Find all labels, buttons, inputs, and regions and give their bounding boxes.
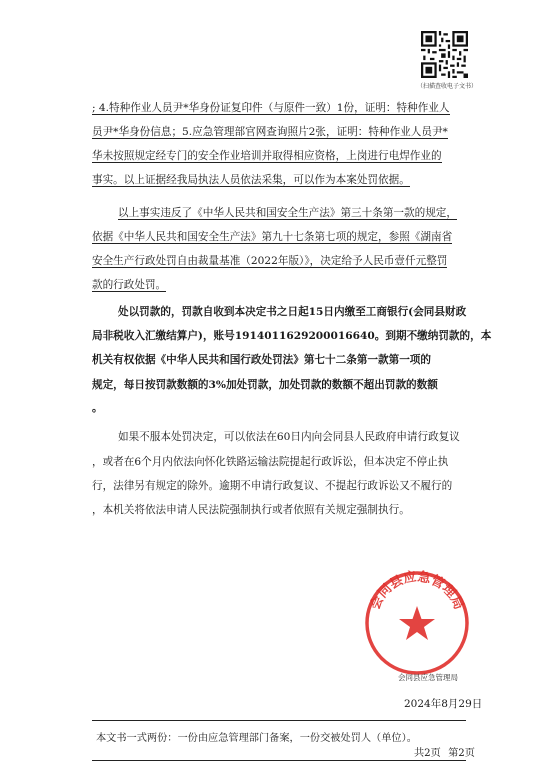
footer-note: 本文书一式两份：一份由应急管理部门备案，一份交被处罚人（单位）。 — [96, 733, 417, 744]
footer-divider — [92, 720, 466, 721]
text-line: 。 — [92, 402, 103, 414]
text-line: 机关有权依据《中华人民共和国行政处罚法》第七十二条第一款第一项的 — [92, 354, 431, 366]
text-line: 依据《中华人民共和国安全生产法》第九十七条第七项的规定，参照《湖南省 — [92, 231, 453, 243]
text-line: 如果不服本处罚决定，可以依法在60日内向会同县人民政府申请行政复议 — [118, 431, 460, 443]
text-line: 处以罚款的，罚款自收到本决定书之日起15日内缴至工商银行(会同县财政 — [118, 306, 467, 318]
text-line: 款的行政处罚。 — [92, 279, 167, 291]
text-line: ，本机关将依法申请人民法院强制执行或者依照有关规定强制执行。 — [92, 504, 410, 516]
text-line: 行，法律另有规定的除外。逾期不申请行政复议、不提起行政诉讼又不履行的 — [92, 480, 453, 492]
page-indicator — [414, 744, 475, 759]
svg-text:会同县应急管理局: 会同县应急管理局 — [367, 569, 467, 613]
signature-text: 会同县应急管理局 — [398, 673, 458, 682]
total-pages: 共2页 — [414, 748, 441, 759]
text-line: ，或者在6个月内依法向怀化铁路运输法院提起行政诉讼，但本决定不停止执 — [92, 456, 449, 468]
text-line: 以上事实违反了《中华人民共和国安全生产法》第三十条第一款的规定， — [118, 207, 457, 219]
official-seal-icon — [362, 568, 472, 678]
text-line: 员尹*华身份信息；5.应急管理部官网查询照片2张，证明：特种作业人员尹* — [92, 126, 448, 138]
text-line: 安全生产行政处罚自由裁量基准（2022年版）》，决定给予人民币壹仟元整罚 — [92, 255, 448, 267]
qr-code-icon — [421, 31, 468, 78]
text-line: 华未按照规定经专门的安全作业培训并取得相应资格，上岗进行电焊作业的 — [92, 150, 442, 162]
text-line: 事实。以上证据经我局执法人员依法采集，可以作为本案处罚依据。 — [92, 174, 410, 186]
text-line: 局非税收入汇缴结算户)，账号1914011629200016640。到期不缴纳罚款的，本 — [92, 330, 492, 342]
page-number: 第2页 — [448, 748, 475, 759]
document-date: 2024年8月29日 — [404, 698, 483, 710]
qr-caption: （扫描查收电子文书） — [416, 83, 477, 90]
footer-bottom-rule — [92, 760, 466, 761]
text-line: 规定，每日按罚款数额的3%加处罚款，加处罚款的数额不超出罚款的数额 — [92, 379, 438, 391]
text-line: ; 4.特种作业人员尹*华身份证复印件（与原件一致）1份，证明：特种作业人 — [92, 102, 450, 114]
